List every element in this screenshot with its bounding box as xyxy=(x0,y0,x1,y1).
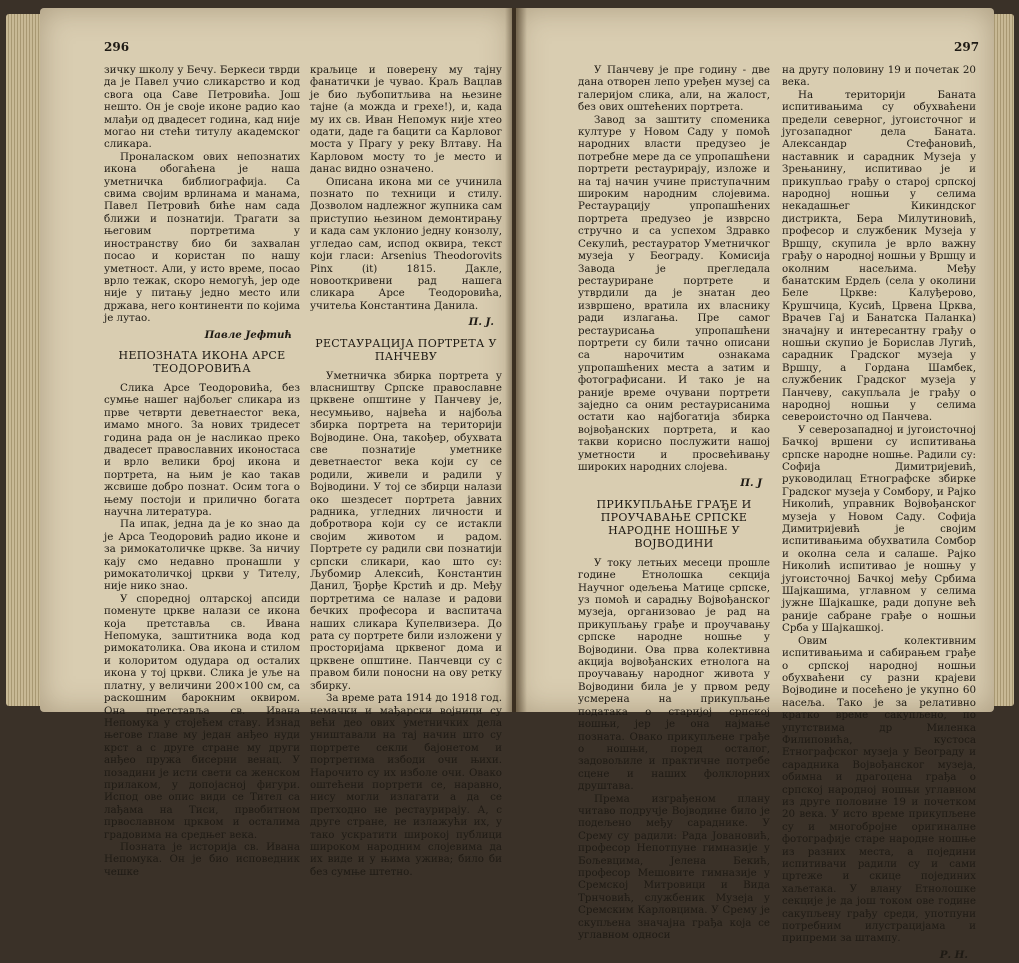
signature: П. Ј xyxy=(740,477,762,490)
paragraph: На територији Баната испитивањима су обухваћени предели северног, југоисточног и југозападног дела Баната. Александар Стефановић, наставник и сарадник Музеја у Зрењанину, испитивао је и прикупљао грађу о старој српској народној ношњи у селима некадашњег Кикиндског дистрикта, Бера Милутиновић, професор и службеник Музеја у Вршцу, скупила је врло важну грађу о народној ношњи у Вршцу и околним насељима. Међу банатским Ердељ (села у околини Беле Цркве: Калуђерово, Крушчица, Кусић, Црвена Црква, Врачев Гај и Банатска Паланка) значајну и интересантну грађу о ношњи скупио је Борислав Лугић, сарадник Градског музеја у Вршцу, а Гордана Шамбек, службеник Градског музеја у Панчеву, сакупљала је грађу о народној ношњи у селима североисточно од Панчева. xyxy=(782,88,976,424)
article-heading: ПРИКУПЉАЊЕ ГРАЂЕ И ПРОУЧАВАЊЕ СРПСКЕ НАРОДНЕ НОШЊЕ У ВОЈВОДИНИ xyxy=(596,497,752,550)
paragraph: Овим колективним испитивањима и сабирањем грађе о српској народној ношњи обухваћени су разни крајеви Војводине и посећено је укупно 60 насеља. Тако је за релативно кратко време сакупљено, по упутствима др Миленка Филиповића, кустоса Етнографског музеја у Београду и сарадника Војвођанског музеја, обимна и драгоцена грађа о српској народној ношњи углавном из друге половине 19 и почетком 20 века. У исто време прикупљене су и многобројне оригиналне фотографије старе народне ношње из разних места, а поједини испитивачи радили су и сами цртеже и скице појединих хаљетака. У влану Етнолошке секције је да још током ове године сакупљену грађу среди, употпуни потребним илустрацијама и припреми за штампу. xyxy=(782,634,976,945)
paragraph: За време рата 1914 до 1918 год. немачки и мађарски војници су већи део ових уметничких дела уништавали на тај начин што су портрете секли бајонетом и портретима избоди очи њихи. Нарочито су их изболе очи. Овако оштећени портрети се, наравно, нису могли излагати а да се претходно не рестаурирају. А, с друге стране, не излажући их, у тако ускратити широкој публици широком народним слојевима да их виде и у њима ужива; било би без сумње штетно. xyxy=(310,692,502,878)
left-page xyxy=(40,8,512,878)
signature: П. Ј. xyxy=(468,316,494,329)
paragraph: краљице и поверену му тајну фанатички је чувао. Краљ Вацлав је био љубопитљива на њезине тајне (а можда и грехе!), и, када му их св. Иван Непомук није хтео одати, даде га бацити са Карловог моста у Прагу у реку Влтаву. На Карловом мосту то је место и данас видно означено. xyxy=(310,64,502,176)
paragraph: Према изграђеном плану читаво подручје Војводине било је подељено међу сараднике. У Срему су радили: Рада Јовановић, професор Непотпуне гимназије у Бољевцима, Јелена Бекић, професор Мешовите гимназије у Сремској Митровици и Видa Трнчовић, службеник Музеја у Сремским Карловцима. У Срему је скупљена значајна грађа која се углавном односи xyxy=(578,792,770,941)
paragraph: У току летњих месеци прошле године Етнолошка секција Научног одељења Матице српске, уз помоћ и сарадњу Војвођанског музеја, организовао је рад на прикупљању грађе и проучавању српске народне ношње у Војводини. Ова прва колективна акција војвођанских етнолога на проучавању народног живота у Војводини била је у првом реду усмерена на прикупљање података о старијој српској ношњи, јер је она најмање позната. Овако прикупљене грађе о ношњи, поред осталог, задовољиле и практичне потребе сцене и наших фолклорних друштава. xyxy=(578,556,770,793)
right-page xyxy=(516,8,994,961)
paragraph: Слика Арсе Теодоровића, без сумње нашег најбољег сликара из прве четврти деветнаестог века, имамо много. За нових тридесет година рада он је насликао преко двадесет православних иконостаса и врло велики број икона и портрета, на њим је као такав жсвише добро познат. Осим тога о њему постоји и прилично богата научна литература. xyxy=(104,381,300,518)
paragraph: У Панчеву је пре годину - две дана отворен лепо уређен музеј са галеријом слика, али, на жалост, без ових оштећених портрета. xyxy=(578,64,770,114)
page-number-right: 297 xyxy=(954,40,980,54)
paragraph: Проналаском ових непознатих икона обогаћена је наша уметничка библиографија. Са свима својим врлинама и манама, Павел Петровић биће нам сада ближи и познатији. Трагати за његовим портретима у иностранству био би захвалан посао и користан по нашу уметност. Али, у исто време, посао врло тежак, скоро немогућ, јер оде није у питању једно место или држава, него континенти по којима је лутао. xyxy=(104,150,300,325)
page-edges-right xyxy=(994,14,1014,706)
signature: Павле Јефтић xyxy=(204,328,292,341)
right-column-2 xyxy=(782,64,976,963)
page-edges-left xyxy=(6,14,40,706)
paragraph: Па ипак, једна да је ко знао да је Арса Теодоровић радио иконе и за римокатоличке цркве. За ничиу кају смо недавно пронашли у римокатоличкој цркви у Тителу, није нико знао. xyxy=(104,518,300,593)
paragraph: У споредној олтарској апсиди поменуте цркве налази се икона која претставља св. Ивана Непомука, заштитника вода код римокатолика. Ова икона и стилом и колоритом одудара од осталих икона у тој цркви. Слика је уље на платну, у величини 200×100 см, са раскошним барокним оквиром. Она претставља св. Ивана Непомука у стојећем ставу. Изнад његове главе му један анђео нуди крст а с друге стране му други анђео пружа бисерни венац. У позадини је исти свети са женском прилаком, у допојасној фигури. Испод ове опис види се Тител са лађама на Тиси, првобитном првославном црквом и осталима градовима на средњег века. xyxy=(104,592,300,841)
article-heading: НЕПОЗНАТА ИКОНА АРСЕ ТЕОДОРОВИЋА xyxy=(118,348,286,375)
paragraph: Позната је историја св. Ивана Непомука. Он је био исповедник чешке xyxy=(104,840,300,878)
paragraph: на другу половину 19 и почетак 20 века. xyxy=(782,64,976,89)
signature: Р. Н. xyxy=(939,948,968,961)
right-column-1 xyxy=(578,64,770,941)
book-gutter xyxy=(505,8,527,712)
paragraph: Описана икона ми се учинила познато по техници и стилу. Дозволом надлежног жупника сам приступио њезином демонтирању и када сам уклонио једну конзолу, угледао сам, испод оквира, текст који гласи: Arsenius Theodorovits Pinx (it) 1815. Дакле, новооткривени рад нашега сликара Арсе Теодоровића, учитеља Константина Данила. xyxy=(310,175,502,312)
paragraph: зичку школу у Бечу. Беркеси тврди да је Павел учио сликарство и код свога оца Саве Петровића. Још нешто. Он је своје иконе радио као млађи од двадесет година, кад није могао ни стећи титулу академског сликара. xyxy=(104,64,300,151)
paragraph: У северозападној и југоисточној Бачкој вршени су испитивања српске народне ношње. Радили су: Софија Димитријевић, руководилац Етнографске збирке Градског музеја у Сомбору, и Рајко Николић, управник Војвођанског музеја у Новом Саду. Софија Димитријевић је својим испитивањима обухватила Сомбор и околна села и салаше. Рајко Николић испитивао је ношњу у југоисточној Бачкој међу Србима Шајкашима, углавном у селима јужне Шајкашке, ради допуне већ раније сабране грађе о ношњи Срба у Шајкашкој. xyxy=(782,423,976,635)
left-column-2 xyxy=(310,64,502,878)
paragraph: Уметничка збирка портрета у власништву Српске православне црквене општине у Панчеву је, несумњиво, највећа и најбоља збирка портрета на територији Војводине. Она, такођер, обухвата све познатије уметнике деветнаестог века који су се родили, живели и радили у Војводини. У тој се збирци налази око шездесет портрета јавних радника, угледних личности и добротвора који су се истакли својим животом и радом. Портрете су радили сви познатији српски сликари, као што су: Љубомир Алексић, Константин Данил, Ђорђе Крстић и др. Међу портретима се налазе и радови бечких професора и васпитача наших сликара Купелвизера. До рата су портрете били изложени у просторијама црквеног дома и црквене општине. Панчевци су с правом били поносни на ову ретку збирку. xyxy=(310,369,502,692)
left-column-1 xyxy=(104,64,300,878)
page-number-left: 296 xyxy=(104,40,130,54)
paragraph: Завод за заштиту споменика културе у Новом Саду у помоћ народних власти предузео је потребне мере да се упропашћени портрети рестаурирају, изложе и на тај начин учине приступачним широким народним слојевима. Рестаурацију упропашћених портрета предузео је изврсно стручно и са успехом Здравко Секулић, рестауратор Уметничког музеја у Београду. Комисија Завода је прегледала рестауриране портрете и утврдили да је знатан део извршено, вратила их власнику ради излагања. Пре самог рестаурисања упропашћени портрети су били тачно описани са нарочитим ознакама упропашћених места а затим и фотографисани. И тако је на раније време очувани портрети заједно са оним рестаурисанима остати као најбогатија збирка војвођанских портрета, и као такви корисно послужити нашој уметности и просвећивању широких народних слојева. xyxy=(578,113,770,473)
article-heading: РЕСТАУРАЦИЈА ПОРТРЕТА У ПАНЧЕВУ xyxy=(315,336,497,363)
